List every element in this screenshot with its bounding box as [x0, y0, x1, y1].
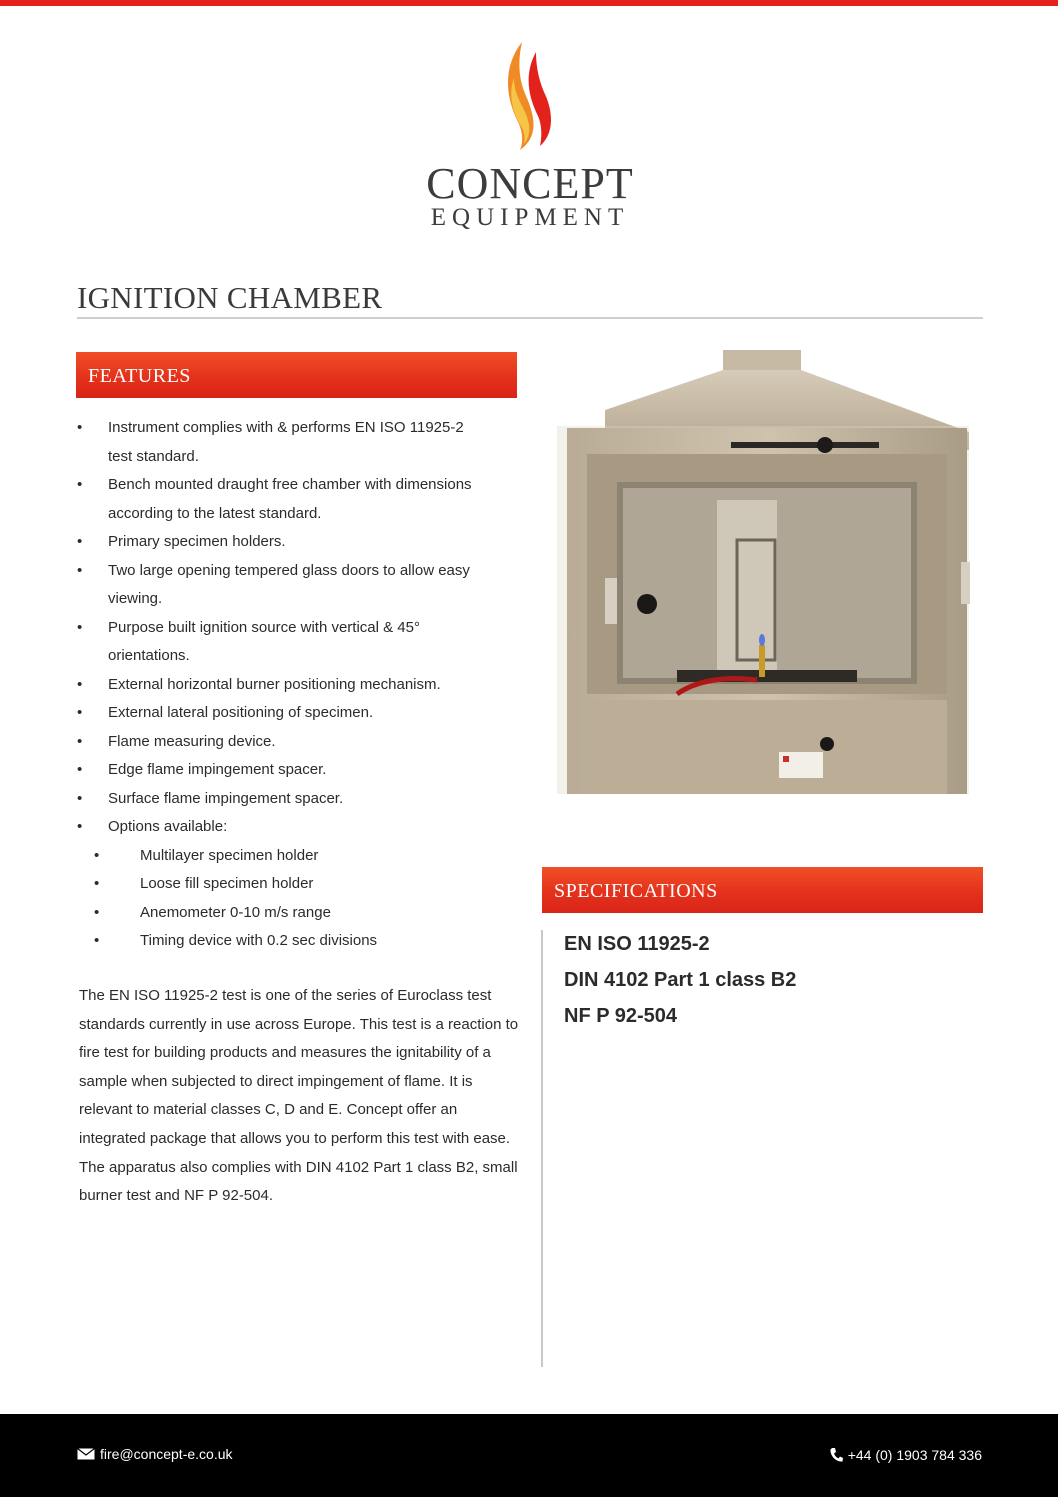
list-item: [77, 813, 517, 842]
option-item: [77, 899, 517, 928]
list-item: [77, 728, 517, 757]
spec-item: DIN 4102 Part 1 class B2: [564, 969, 797, 991]
features-heading: FEATURES: [76, 352, 517, 398]
phone-icon: [829, 1447, 843, 1463]
feature-text: viewing.: [108, 590, 163, 607]
feature-text: Options available:: [108, 818, 228, 835]
logo-wordmark-concept: CONCEPT: [426, 159, 634, 208]
footer: [0, 1414, 1058, 1497]
company-logo: [405, 38, 655, 238]
bullet-mark: •: [77, 704, 83, 721]
list-item: [77, 671, 517, 700]
bullet-mark: •: [77, 618, 83, 636]
footer-email: [77, 1446, 233, 1462]
list-item: [77, 642, 517, 671]
list-item: [77, 585, 517, 614]
phone-number[interactable]: +44 (0) 1903 784 336: [847, 1447, 982, 1463]
bullet-mark: •: [94, 932, 100, 949]
bullet-mark: •: [77, 818, 83, 835]
list-item: [77, 614, 517, 643]
list-item: [77, 699, 517, 728]
feature-text: External horizontal burner positioning mechanism.: [108, 675, 441, 693]
option-text: Multilayer specimen holder: [140, 846, 319, 864]
bullet-mark: •: [77, 533, 83, 550]
list-item: [77, 528, 517, 557]
page-title: IGNITION CHAMBER: [77, 280, 383, 315]
specifications-divider: [541, 930, 543, 1367]
bullet-mark: •: [77, 476, 83, 493]
bullet-mark: •: [94, 875, 100, 892]
feature-text: Primary specimen holders.: [108, 533, 286, 550]
list-item: [77, 414, 517, 443]
option-text: Timing device with 0.2 sec divisions: [140, 932, 378, 949]
email-link[interactable]: fire@concept-e.co.uk: [100, 1446, 233, 1462]
envelope-icon: [77, 1448, 95, 1460]
top-accent-bar: [0, 0, 1058, 6]
feature-text: External lateral positioning of specimen.: [108, 704, 374, 721]
bullet-mark: •: [77, 675, 83, 693]
feature-text: Bench mounted draught free chamber with dimensions: [108, 476, 472, 493]
feature-text: according to the latest standard.: [108, 504, 322, 522]
feature-text: Purpose built ignition source with vertical & 45°: [108, 618, 420, 636]
option-text: Loose fill specimen holder: [140, 875, 314, 892]
title-divider: [77, 317, 983, 319]
features-list: [77, 414, 517, 956]
product-description: The EN ISO 11925-2 test is one of the series of Euroclass test standards currently in use across Europe. This test is a reaction to fire test for building products and measures the ignitability of a sample when subjected to direct impingement of flame. It is relevant to material classes C, D and E. Concept offer an integrated package that allows you to perform this test with ease. The apparatus also complies with DIN 4102 Part 1 class B2, small burner test and NF P 92-504.: [79, 987, 519, 1205]
list-item: [77, 471, 517, 500]
feature-text: orientations.: [108, 647, 190, 664]
product-photo: [557, 350, 970, 794]
spec-item: NF P 92-504: [564, 1005, 678, 1027]
list-item: [77, 443, 517, 472]
flame-icon: [500, 38, 560, 153]
option-text: Anemometer 0-10 m/s range: [140, 903, 331, 921]
list-item: [77, 756, 517, 785]
bullet-mark: •: [77, 789, 83, 807]
bullet-mark: •: [77, 419, 83, 436]
bullet-mark: •: [77, 561, 83, 579]
logo-wordmark-equipment: EQUIPMENT: [430, 204, 630, 231]
option-item: [77, 927, 517, 956]
option-item: [77, 842, 517, 871]
footer-phone: [829, 1447, 982, 1463]
option-item: [77, 870, 517, 899]
feature-text: Edge flame impingement spacer.: [108, 761, 327, 778]
feature-text: Surface flame impingement spacer.: [108, 789, 344, 807]
list-item: [77, 500, 517, 529]
bullet-mark: •: [77, 732, 83, 750]
feature-text: Two large opening tempered glass doors to allow easy: [108, 561, 470, 579]
specifications-list: [564, 926, 796, 1034]
spec-item: EN ISO 11925-2: [564, 933, 710, 955]
specifications-heading: SPECIFICATIONS: [542, 867, 983, 913]
feature-text: Instrument complies with & performs EN ISO 11925-2: [108, 419, 464, 436]
list-item: [77, 557, 517, 586]
bullet-mark: •: [94, 846, 100, 864]
list-item: [77, 785, 517, 814]
bullet-mark: •: [94, 903, 100, 921]
bullet-mark: •: [77, 761, 83, 778]
feature-text: test standard.: [108, 447, 199, 465]
feature-text: Flame measuring device.: [108, 732, 276, 750]
